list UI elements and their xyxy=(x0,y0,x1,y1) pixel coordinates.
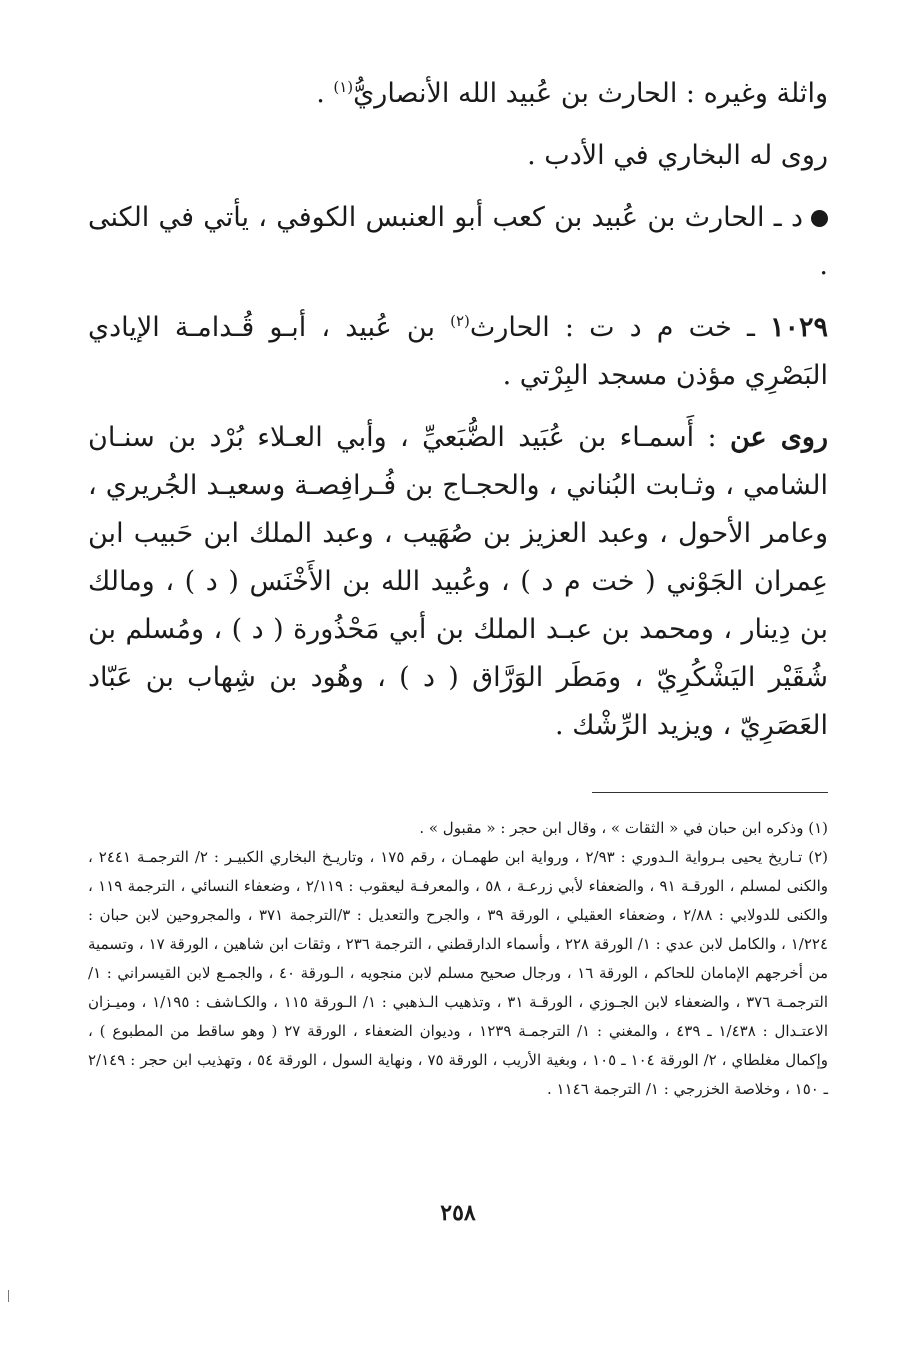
paragraph-1-text: واثلة وغيره : الحارث بن عُبيد الله الأنصاريُّ xyxy=(353,78,828,109)
entry-header-rest: بن عُبيد ، أبـو قُـدامـة الإيادي البَصْرِي مؤذن مسجد البِرْتي . xyxy=(88,312,828,391)
narrators-paragraph xyxy=(88,414,828,750)
main-text xyxy=(88,70,828,764)
paragraph-1 xyxy=(88,70,828,118)
paragraph-3 xyxy=(88,194,828,290)
entry-header-text: ـ خت م د ت : الحارث xyxy=(469,312,770,343)
narrators-list: : أَسمـاء بن عُبَيد الضُّبَعيِّ ، وأبي العـلاء بُرْد بن سنـان الشامي ، وثـابت البُناني ، والحجـاج بن فُـرافِصـة وسعيـد الجُريري ، وعامر الأحول ، وعبد العزيز بن صُهَيب ، وعبد الملك ابن حَبيب ابن عِمران الجَوْني ( خت م د ) ، وعُبيد الله بن الأَخْنَس ( د ) ، ومالك بن دِينار ، ومحمد بن عبـد الملك بن أبي مَحْذُورة ( د ) ، ومُسلم بن شُقَيْر اليَشْكُرِيّ ، ومَطَر الوَرَّاق ( د ) ، وهُود بن شِهاب بن عَبّاد العَصَرِيّ ، ويزيد الرِّشْك . xyxy=(88,422,828,741)
paragraph-2: روى له البخاري في الأدب . xyxy=(527,140,828,171)
page-number: ٢٥٨ xyxy=(440,1200,476,1226)
footnote-divider xyxy=(592,792,828,793)
footnote-ref-1[interactable]: (١) xyxy=(333,78,354,96)
paragraph-1-end: . xyxy=(316,78,334,109)
footnote-ref-2[interactable]: (٢) xyxy=(450,312,470,330)
entry-number: ١٠٢٩ xyxy=(769,312,828,343)
footnote-1: (١) وذكره ابن حبان في « الثقات » ، وقال ابن حجر : « مقبول » . xyxy=(419,819,828,837)
scan-margin-mark xyxy=(8,1290,9,1302)
bullet-icon xyxy=(811,210,828,227)
footnotes xyxy=(88,814,828,1104)
entry-1029 xyxy=(88,304,828,400)
narrated-from-label: روى عن xyxy=(729,422,828,453)
paragraph-3-text: د ـ الحارث بن عُبيد بن كعب أبو العنبس الكوفي ، يأتي في الكنى . xyxy=(88,202,828,281)
footnote-2: (٢) تـاريخ يحيى بـرواية الـدوري : ٢/٩٣ ، ورواية ابن طهمـان ، رقم ١٧٥ ، وتاريـخ البخاري الكبيـر : ٢/ الترجمـة ٢٤٤١ ، والكنى لمسلم ، الورقـة ٩١ ، والضعفاء لأبي زرعـة ، ٥٨ ، والمعرفـة ليعقوب : ٢/١١٩ ، وضعفاء النسائي ، الترجمة ١١٩ ، والكنى للدولابي : ٢/٨٨ ، وضعفاء العقيلي ، الورقة ٣٩ ، والجرح والتعديل : ٣/الترجمة ٣٧١ ، والمجروحين لابن حبان : ١/٢٢٤ ، والكامل لابن عدي : ١/ الورقة ٢٢٨ ، وأسماء الدارقطني ، الترجمة ٢٣٦ ، وثقات ابن شاهين ، الورقة ١٧ ، وتسمية من أخرجهم الإمامان للحاكم ، الورقة ١٦ ، ورجال صحيح مسلم لابن منجويه ، الـورقة ٤٠ ، والجمـع لابن القيسراني : ١/ الترجمـة ٣٧٦ ، والضعفاء لابن الجـوزي ، الورقـة ٣١ ، وتذهيب الـذهبي : ١/ الـورقة ١١٥ ، والكـاشف : ١/١٩٥ ، وميـزان الاعتـدال : ١/٤٣٨ ـ ٤٣٩ ، والمغني : ١/ الترجمـة ١٢٣٩ ، وديوان الضعفاء ، الورقة ٢٧ ( وهو ساقط من المطبوع ) ، وإكمال مغلطاي ، ٢/ الورقة ١٠٤ ـ ١٠٥ ، وبغية الأريب ، الورقة ٧٥ ، ونهاية السول ، الورقة ٥٤ ، وتهذيب ابن حجر : ٢/١٤٩ ـ ١٥٠ ، وخلاصة الخزرجي : ١/ الترجمة ١١٤٦ . xyxy=(88,848,829,1098)
